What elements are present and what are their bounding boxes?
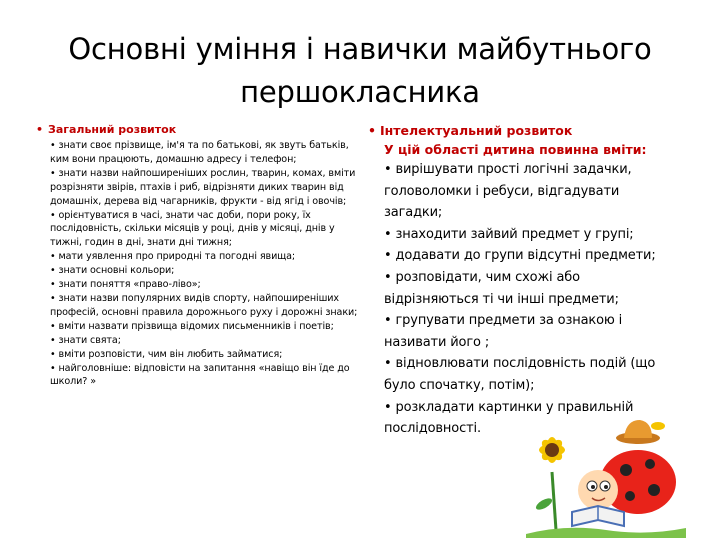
intellectual-development-subheading: У цій області дитина повинна вміти: — [384, 142, 647, 157]
general-development-list — [50, 139, 358, 389]
list-item: • знати поняття «право-ліво»; — [50, 279, 201, 291]
bullet: • — [36, 123, 44, 136]
intellectual-development-heading-row — [368, 122, 660, 140]
sunflower-icon — [534, 437, 565, 530]
list-item: • вирішувати прості логічні задачки, головоломки і ребуси, відгадувати загадки; — [384, 162, 632, 221]
general-development-heading: Загальний розвиток — [48, 123, 177, 136]
list-item: • знаходити зайвий предмет у групі; — [384, 226, 634, 242]
list-item: • знати свята; — [50, 334, 121, 346]
bullet: • — [368, 123, 376, 138]
list-item: • додавати до групи відсутні предмети; — [384, 248, 656, 264]
list-item: • мати уявлення про природні та погодні явища; — [50, 251, 296, 263]
list-item: • знати основні кольори; — [50, 265, 175, 277]
ladybug-reading-icon — [526, 412, 686, 538]
intellectual-development-column — [368, 122, 660, 440]
intellectual-development-heading: Інтелектуальний розвиток — [380, 123, 573, 138]
general-development-column — [36, 122, 358, 389]
list-item: • знати своє прізвище, ім'я та по батькові, як звуть батьків, ким вони працюють, домашню адресу і телефон; — [50, 140, 349, 165]
list-item: • знати назви популярних видів спорту, найпоширеніших професій, основні правила дорожнього руху і дорожні знаки; — [50, 292, 358, 318]
list-item: • вміти назвати прізвища відомих письменників і поетів; — [50, 320, 334, 332]
list-item: • знати назви найпоширеніших рослин, тварин, комах, вміти розрізняти звірів, птахів і риб, відрізняти диких тварин від домашніх, дерева від чагарників, фрукти - від ягід і овочів; — [50, 167, 356, 207]
list-item: • групувати предмети за ознакою і називати його ; — [384, 313, 623, 350]
list-item: • найголовніше: відповісти на запитання «навіщо він їде до школи? » — [50, 362, 350, 388]
slide-title: Основні уміння і навички майбутнього першокласника — [68, 32, 652, 109]
list-item: • розповідати, чим схожі або відрізняються ті чи інші предмети; — [384, 269, 619, 307]
general-development-heading-row — [36, 122, 358, 138]
list-item: • відновлювати послідовність подій (що було спочатку, потім); — [384, 356, 656, 393]
list-item: • орієнтуватися в часі, знати час доби, пори року, їх послідовність, скільки місяців у році, днів у місяці, днів у тижні, годин в дні, знати дні тижня; — [50, 209, 335, 249]
list-item: • вміти розповісти, чим він любить займатися; — [50, 348, 283, 360]
intellectual-development-list — [384, 159, 660, 440]
list-item: • розкладати картинки у правильній послідовності. — [384, 399, 634, 437]
